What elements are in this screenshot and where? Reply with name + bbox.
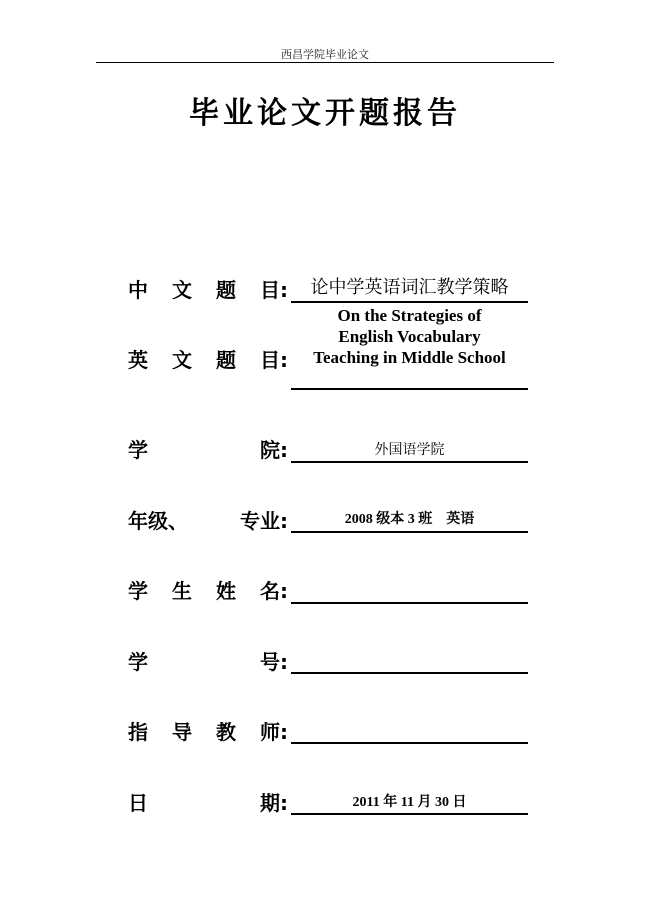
label-char: 号:	[260, 650, 288, 674]
label-char: 导	[172, 720, 192, 744]
label-college	[128, 434, 288, 463]
label-date	[128, 787, 288, 816]
label-char: 学	[128, 438, 148, 462]
label-en-title	[128, 344, 288, 373]
label-char: 文	[172, 348, 192, 372]
header-divider	[96, 62, 554, 63]
label-char: 目:	[260, 348, 288, 372]
label-char: 目:	[260, 278, 288, 302]
label-char: 院:	[260, 438, 288, 462]
label-grade-major	[128, 505, 288, 534]
label-char: 题	[216, 348, 236, 372]
label-char: 姓	[216, 579, 236, 603]
label-char: 师:	[260, 720, 288, 744]
label-char: 中	[128, 278, 148, 302]
label-char: 专业:	[240, 509, 288, 533]
running-header: 西昌学院毕业论文	[281, 48, 369, 61]
label-char: 日	[128, 791, 148, 815]
student-id-field	[291, 652, 528, 674]
label-char: 题	[216, 278, 236, 302]
label-char: 名:	[260, 579, 288, 603]
label-char: 年级、	[128, 509, 188, 533]
en-title-field: On the Strategies of English Vocabulary Teaching in Middle School	[291, 305, 528, 390]
advisor-field	[291, 722, 528, 744]
label-char: 教	[216, 720, 236, 744]
student-name-field	[291, 582, 528, 604]
label-char: 指	[128, 720, 148, 744]
college-field: 外国语学院	[291, 440, 528, 463]
label-student-id	[128, 646, 288, 675]
label-advisor	[128, 716, 288, 745]
label-char: 学	[128, 579, 148, 603]
label-cn-title	[128, 274, 288, 303]
label-char: 学	[128, 650, 148, 674]
page-title: 毕业论文开题报告	[189, 96, 461, 131]
date-field: 2011 年 11 月 30 日	[291, 793, 528, 815]
label-char: 文	[172, 278, 192, 302]
label-char: 生	[172, 579, 192, 603]
cn-title-field: 论中学英语词汇教学策略	[291, 276, 528, 303]
grade-major-field: 2008 级本 3 班 英语	[291, 510, 528, 533]
label-char: 期:	[260, 791, 288, 815]
label-student-name	[128, 575, 288, 604]
label-char: 英	[128, 348, 148, 372]
